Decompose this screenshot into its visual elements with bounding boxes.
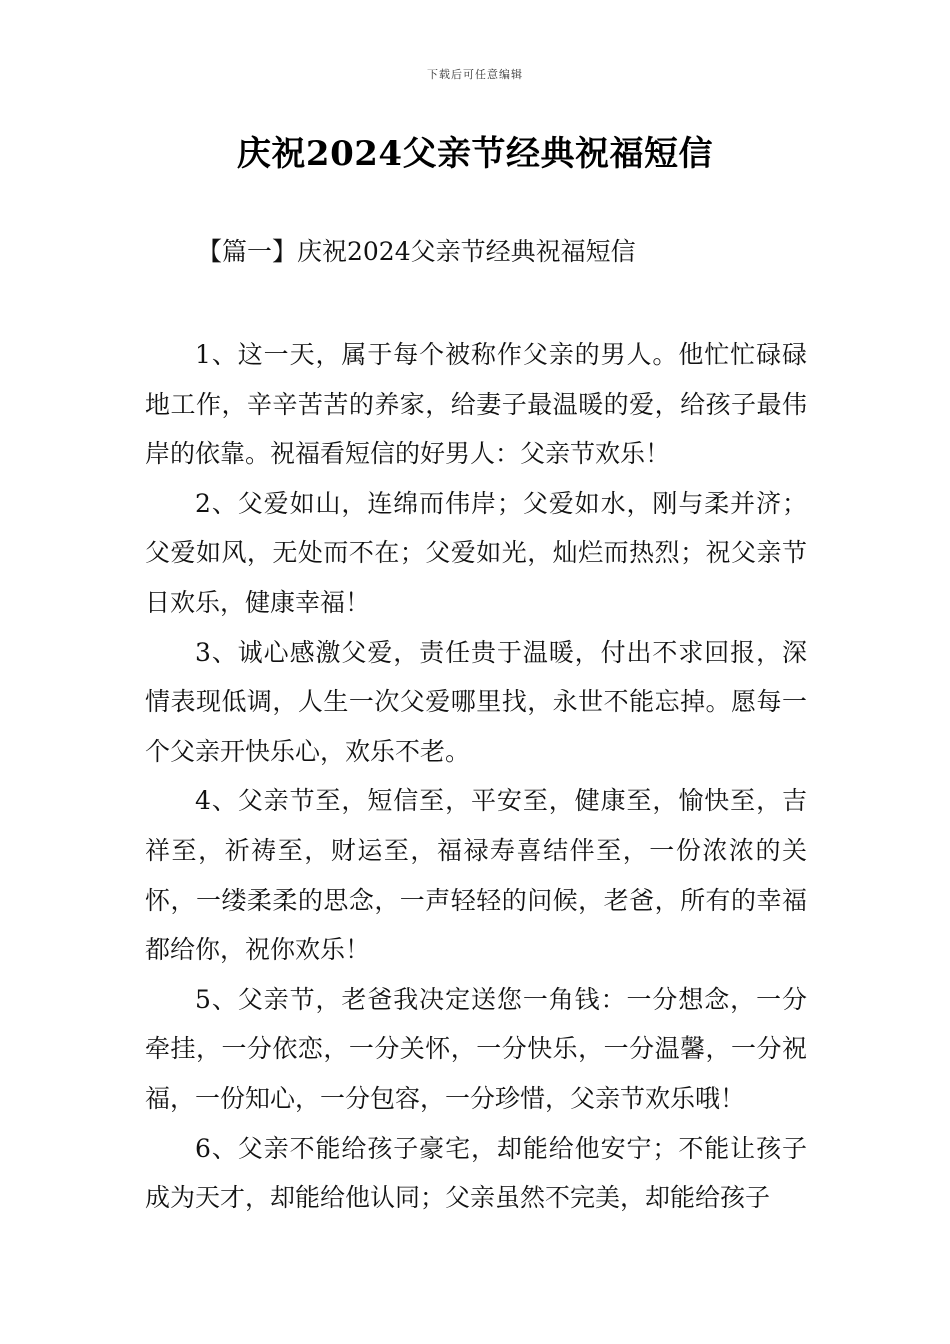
document-body (145, 330, 807, 1223)
paragraph: 5、父亲节，老爸我决定送您一角钱：一分想念，一分牵挂，一分依恋，一分关怀，一分快乐，一分温馨，一分祝福，一份知心，一分包容，一分珍惜，父亲节欢乐哦！ (145, 984, 807, 1113)
paragraph: 2、父爱如山，连绵而伟岸；父爱如水，刚与柔并济；父爱如风，无处而不在；父爱如光，灿烂而热烈；祝父亲节日欢乐，健康幸福！ (145, 488, 807, 617)
paragraph: 4、父亲节至，短信至，平安至，健康至，愉快至，吉祥至，祈祷至，财运至，福禄寿喜结伴至，一份浓浓的关怀，一缕柔柔的思念，一声轻轻的问候，老爸，所有的幸福都给你，祝你欢乐！ (145, 786, 807, 965)
document-title: 庆祝2024父亲节经典祝福短信 (236, 134, 714, 174)
paragraph: 6、父亲不能给孩子豪宅，却能给他安宁；不能让孩子成为天才，却能给他认同；父亲虽然不完美，却能给孩子 (145, 1133, 807, 1213)
paragraph: 3、诚心感激父爱，责任贵于温暖，付出不求回报，深情表现低调，人生一次父爱哪里找，永世不能忘掉。愿每一个父亲开快乐心，欢乐不老。 (145, 637, 807, 766)
paragraph: 1、这一天，属于每个被称作父亲的男人。他忙忙碌碌地工作，辛辛苦苦的养家，给妻子最温暖的爱，给孩子最伟岸的依靠。祝福看短信的好男人：父亲节欢乐！ (145, 340, 807, 469)
header-note: 下载后可任意编辑 (427, 68, 523, 81)
section-heading: 【篇一】庆祝2024父亲节经典祝福短信 (197, 237, 636, 266)
